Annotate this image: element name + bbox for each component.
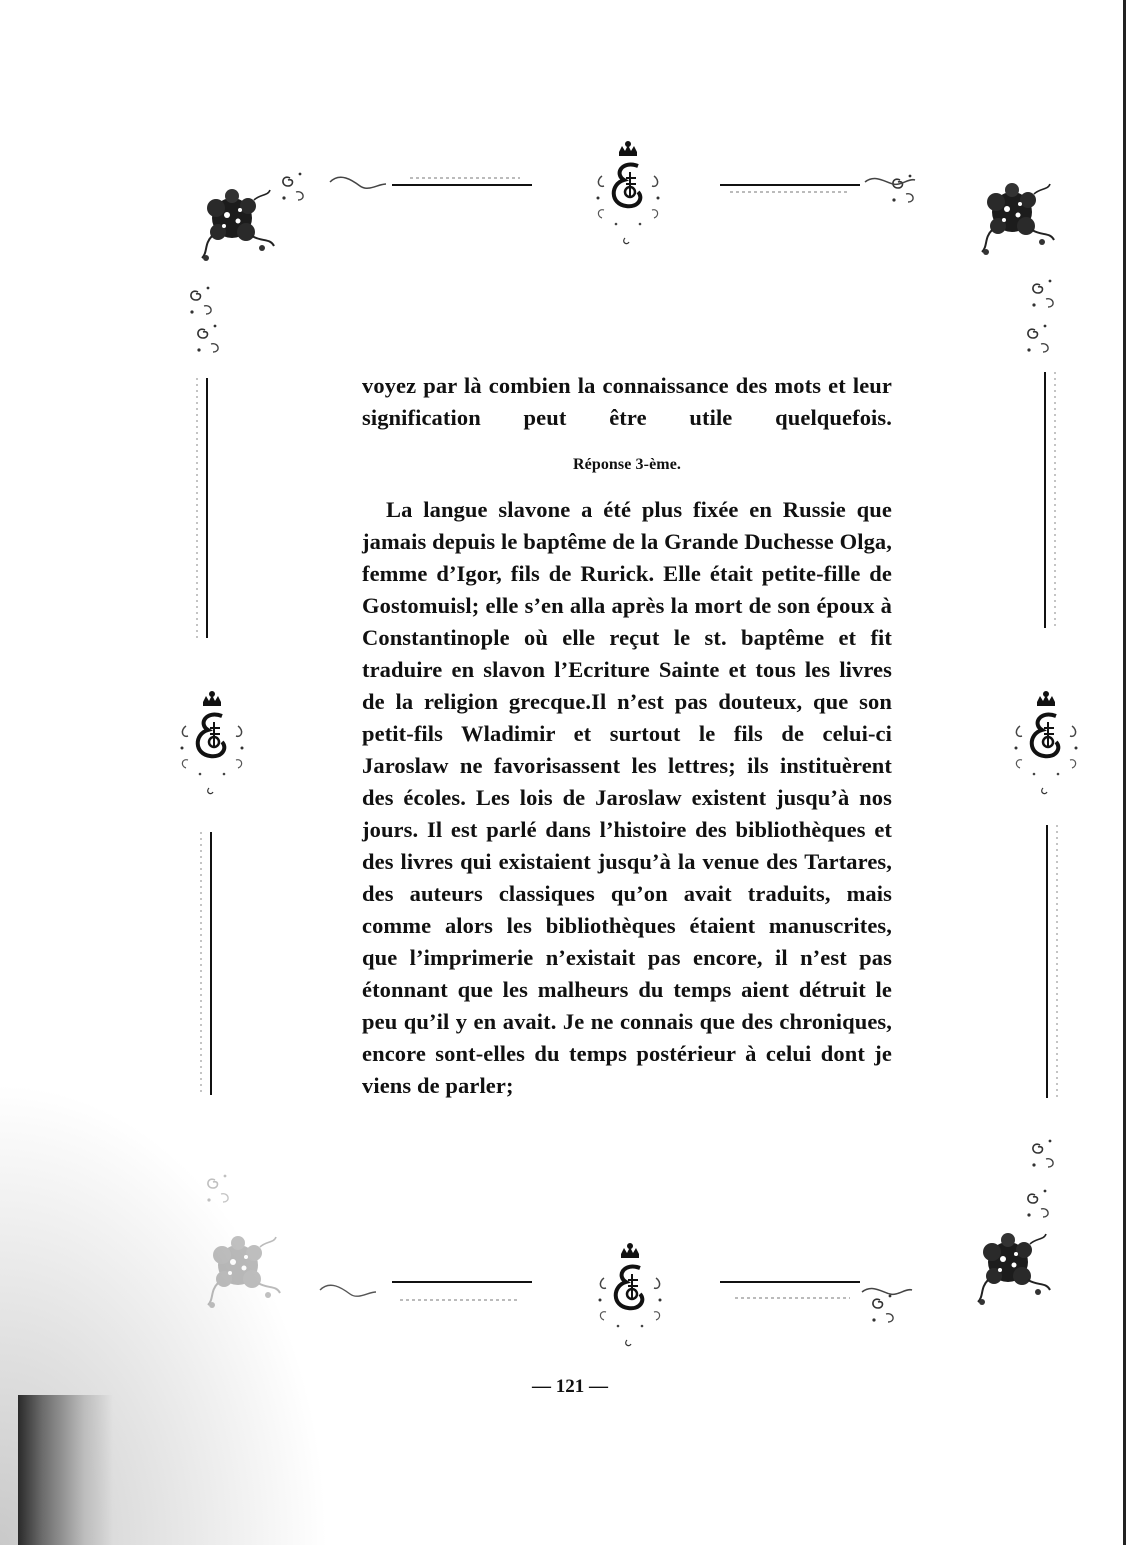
crowned-monogram-icon: [599, 1243, 662, 1346]
page-number: — 121 —: [532, 1376, 608, 1397]
crowned-monogram-icon: [181, 691, 244, 794]
lead-paragraph: voyez par là combien la connaissance des mots et leur signification peut être utile quelquefois.: [362, 373, 892, 430]
page-text: [362, 370, 892, 1102]
crowned-monogram-icon: [1015, 691, 1078, 794]
body-paragraph: La langue slavone a été plus fixée en Russie que jamais depuis le baptême de la Grande Duchesse Olga, femme d’Igor, fils de Rurick. Elle était petite-fille de Gostomuisl; elle s’en alla après la mort de son époux à Constantinople où elle reçut le st. baptême et fit traduire en slavon l’Ecriture Sainte et tous les livres de la religion grecque.Il n’est pas douteux, que son petit-fils Wladimir et surtout le fils de celui-ci Jaroslaw ne favorisassent les lettres; ils instituèrent des écoles. Les lois de Jaroslaw existent jusqu’à nos jours. Il est parlé dans l’histoire des bibliothèques et des livres qui existaient jusqu’à la venue des Tartares, des auteurs classiques qu’on avait traduits, mais comme alors les bibliothèques étaient manuscrites, que l’imprimerie n’existait pas encore, il n’est pas étonnant que les malheurs du temps aient détruit le peu qu’il y en avait. Je ne connais que des chroniques, encore sont-elles du temps postérieur à celui dont je viens de parler;: [362, 497, 892, 1098]
floral-corner-icon: [207, 1175, 280, 1308]
floral-corner-icon: [872, 1140, 1053, 1322]
crowned-monogram-icon: [597, 141, 660, 244]
section-heading: Réponse 3-ème.: [572, 456, 682, 473]
floral-corner-icon: [892, 175, 1054, 352]
floral-corner-icon: [190, 173, 303, 352]
